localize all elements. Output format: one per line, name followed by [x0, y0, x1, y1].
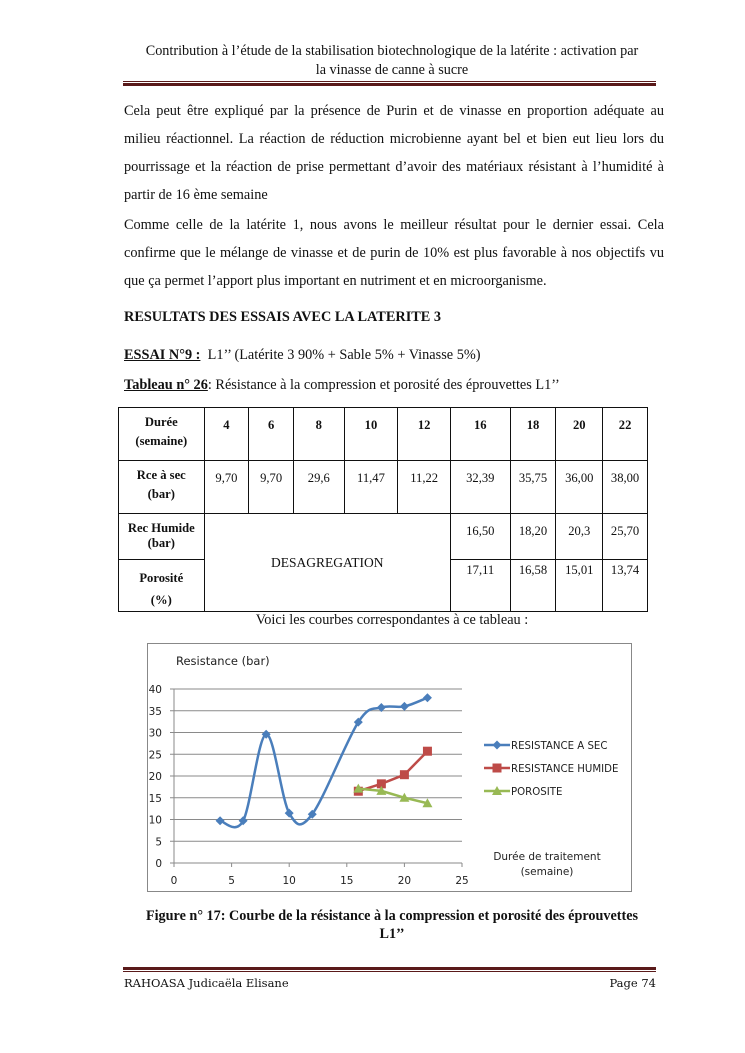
- data-point: [216, 816, 225, 825]
- rce-sec-cell: 9,70: [249, 461, 294, 514]
- essai-label: ESSAI N°9 :: [124, 347, 201, 363]
- rec-humide-cell: 25,70: [603, 514, 648, 560]
- data-point: [423, 693, 432, 702]
- rce-sec-cell: 11,47: [344, 461, 398, 514]
- row-label-sec-l2: (bar): [147, 487, 175, 501]
- data-point: [400, 702, 409, 711]
- x-tick-label: 0: [170, 875, 178, 887]
- porosite-cell: 13,74: [603, 560, 648, 612]
- chart-y-tick-labels: [149, 684, 162, 870]
- table-caption-label: Tableau n° 26: [124, 377, 208, 393]
- x-tick-label: 5: [228, 875, 235, 887]
- chart-axes: [170, 689, 462, 867]
- porosite-cell: 17,11: [451, 560, 511, 612]
- table-caption-text: : Résistance à la compression et porosité des éprouvettes L1’’: [207, 377, 560, 393]
- rce-sec-cell: 35,75: [510, 461, 556, 514]
- x-tick-label: 15: [340, 875, 354, 887]
- rce-sec-cell: 32,39: [451, 461, 511, 514]
- y-tick-label: 40: [148, 684, 162, 696]
- rec-humide-cell: 20,3: [556, 514, 603, 560]
- y-tick-label: 5: [155, 836, 162, 849]
- rce-sec-cell: 29,6: [294, 461, 345, 514]
- y-tick-label: 25: [148, 749, 162, 762]
- x-tick-label: 20: [397, 875, 412, 887]
- y-tick-label: 0: [155, 858, 162, 870]
- series-porosite: [353, 784, 432, 808]
- figure-caption-line2: L1’’: [379, 926, 405, 942]
- header-title-line2: la vinasse de canne à sucre: [315, 62, 469, 78]
- porosite-cell: 16,58: [510, 560, 556, 612]
- rec-humide-cell: 18,20: [510, 514, 556, 560]
- rce-sec-cell: 11,22: [398, 461, 451, 514]
- duration-cell: 18: [510, 408, 556, 461]
- chart-title: Resistance (bar): [176, 654, 270, 668]
- desagregation-cell: DESAGREGATION: [204, 514, 450, 612]
- x-tick-label: 10: [282, 875, 296, 887]
- row-label-humide-l2: (bar): [147, 536, 175, 550]
- series-line: [220, 698, 427, 828]
- row-label-duree-l1: Durée: [144, 415, 178, 429]
- legend-item: [484, 786, 562, 798]
- rec-humide-cell: 16,50: [451, 514, 511, 560]
- footer-rule-thick: [123, 967, 656, 970]
- row-label-porosite-l2: (%): [150, 593, 172, 607]
- duration-cell: 20: [556, 408, 603, 461]
- legend-label: POROSITE: [511, 787, 563, 798]
- rce-sec-cell: 9,70: [204, 461, 249, 514]
- legend-label: RESISTANCE HUMIDE: [511, 764, 619, 775]
- page-footer: [124, 976, 656, 990]
- y-tick-label: 35: [148, 705, 162, 718]
- data-point: [423, 747, 432, 756]
- section-heading: RESULTATS DES ESSAIS AVEC LA LATERITE 3: [124, 309, 442, 325]
- duration-cell: 10: [344, 408, 398, 461]
- footer-author: RAHOASA Judicaëla Elisane: [124, 976, 289, 990]
- footer-rule-thin: [123, 971, 656, 972]
- page-number: Page 74: [609, 976, 656, 990]
- duration-cell: 12: [398, 408, 451, 461]
- duration-cell: 16: [451, 408, 511, 461]
- x-axis-label-line2: (semaine): [520, 866, 574, 878]
- chart-legend: [484, 741, 618, 799]
- porosite-cell: 15,01: [556, 560, 603, 612]
- chart-series: [216, 693, 433, 827]
- row-label-humide-l1: Rec Humide: [127, 521, 195, 535]
- chart-gridlines: [174, 689, 462, 841]
- legend-item: [484, 764, 618, 776]
- row-label-duree-l2: (semaine): [135, 434, 188, 448]
- x-axis-label-line1: Durée de traitement: [493, 851, 601, 863]
- chart-intro-text: Voici les courbes correspondantes à ce tableau :: [255, 612, 529, 628]
- duration-cell: 4: [204, 408, 249, 461]
- duration-cell: 22: [603, 408, 648, 461]
- essai-text: L1’’ (Latérite 3 90% + Sable 5% + Vinasse 5%): [200, 347, 481, 363]
- y-tick-label: 30: [148, 727, 162, 740]
- series-line: [358, 751, 427, 791]
- figure-caption-line1: Figure n° 17: Courbe de la résistance à la compression et porosité des éprouvettes: [145, 908, 639, 924]
- figure-caption: [118, 907, 666, 943]
- rce-sec-cell: 38,00: [603, 461, 648, 514]
- legend-item: [484, 741, 608, 753]
- series-resistance-a-sec: [216, 693, 432, 827]
- x-tick-label: 25: [455, 875, 469, 887]
- duration-cell: 8: [294, 408, 345, 461]
- paragraph-2-text: Comme celle de la latérite 1, nous avons le meilleur résultat pour le dernier essai. Cela confirme que le mélange de vinasse et de purin de 10% est plus favorable à nos objectifs vu que ça permet l’apport plus important en nutriment et en microorganisme.: [124, 217, 664, 289]
- row-label-sec-l1: Rce à sec: [136, 468, 186, 482]
- series-line: [358, 789, 427, 804]
- legend-marker: [493, 764, 502, 773]
- y-tick-label: 10: [148, 814, 162, 827]
- chart-x-tick-labels: [171, 875, 469, 887]
- legend-marker: [493, 741, 502, 750]
- data-point: [400, 770, 409, 779]
- rce-sec-cell: 36,00: [556, 461, 603, 514]
- y-tick-label: 20: [148, 771, 162, 783]
- paragraph-1-text: Cela peut être expliqué par la présence de Purin et de vinasse en proportion adéquate au milieu réactionnel. La réaction de réduction microbienne ayant bel et bien eut lieu lors du pourrissage et la réaction de prise permettant d’avoir des matériaux résistant à l’humidité à partir de 16 ème semaine: [124, 103, 664, 203]
- duration-cell: 6: [249, 408, 294, 461]
- legend-label: RESISTANCE A SEC: [511, 741, 608, 752]
- row-label-porosite-l1: Porosité: [139, 571, 184, 585]
- y-tick-label: 15: [148, 792, 162, 805]
- header-title-line1: Contribution à l’étude de la stabilisation biotechnologique de la latérite : activation par: [145, 43, 639, 59]
